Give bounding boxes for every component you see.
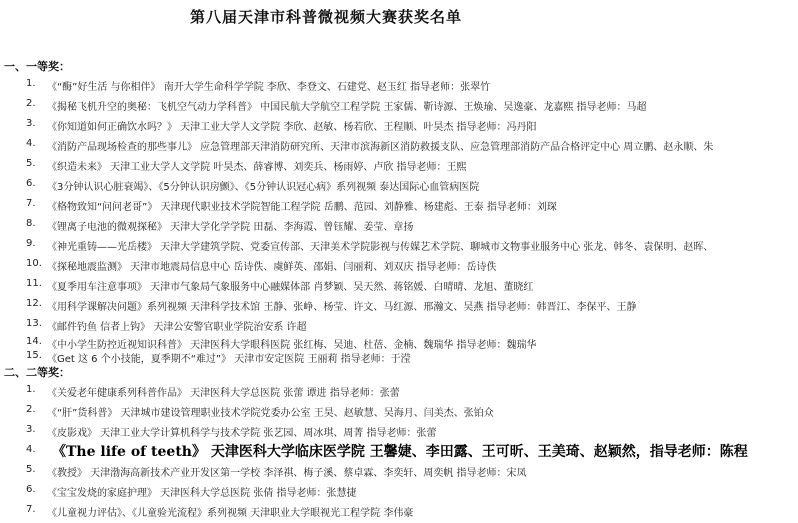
list-number: 1.: [26, 78, 36, 89]
list-number: 7.: [26, 198, 36, 209]
section-heading-second-prize: 二、二等奖：: [4, 366, 70, 379]
list-text: 《消防产品现场检查的那些事儿》 应急管理部天津消防研究所、天津市滨海新区消防救援支队、应急管理部消防产品合格评定中心 周立鹏、赵永顺、朱: [47, 142, 714, 153]
list-number: 14.: [26, 336, 42, 347]
list-number: 13.: [26, 318, 42, 329]
list-text: 《中小学生防控近视知识科普》 天津医科大学眼科医院 张红梅、吴迪、杜蓓、金楠、魏瑞华 指导老师：魏瑞华: [47, 340, 537, 351]
list-text: 《关爱老年健康系列科普作品》 天津医科大学总医院 张蕾 谭进 指导老师：张蕾: [47, 388, 400, 399]
list-number: 2.: [26, 404, 36, 415]
list-text: 《锂离子电池的微观探秘》 天津大学化学学院 田磊、李海霞、曾钰耀、姜莹、章扬: [47, 222, 414, 233]
list-text: 《用科学课解决问题》系列视频 天津科学技术馆 王静、张峥、杨莹、许文、马红源、邢瀚文、吴燕 指导老师：韩晋江、李保平、王静: [47, 302, 637, 313]
list-text: 《“肝”货科普》 天津城市建设管理职业技术学院党委办公室 王昊、赵敏慧、吴海月、闫美杰、张铂众: [47, 408, 494, 419]
list-text: 《The life of teeth》 天津医科大学临床医学院 王馨婕、李田露、王可昕、王美琦、赵颖然，指导老师：陈程: [52, 444, 748, 460]
list-number: 6.: [26, 484, 36, 495]
document-title: 第八届天津市科普微视频大赛获奖名单: [190, 8, 463, 26]
list-text: 《格物致知“问问老哥”》 天津现代职业技术学院智能工程学院 岳鹏、范园、刘静雅、杨建彪、王泰 指导老师：刘琛: [47, 202, 557, 213]
list-text: 《3分钟认识心脏衰竭》、《5分钟认识房颤》、《5分钟认识冠心病》系列视频 泰达国际心血管病医院: [47, 182, 480, 193]
list-text: 《Get 这 6 个小技能，夏季期不“难过”》 天津市安定医院 王丽莉 指导老师：于滢: [47, 354, 411, 365]
list-number: 15.: [26, 350, 42, 361]
list-text: 《神光重铸——光岳楼》 天津大学建筑学院、党委宣传部、天津美术学院影视与传媒艺术学院、聊城市文物事业服务中心 张龙、韩冬、袁保明、赵晖、: [47, 242, 714, 253]
list-number: 6.: [26, 178, 36, 189]
section-heading-first-prize: 一、一等奖：: [4, 60, 70, 73]
list-number: 3.: [26, 118, 36, 129]
list-number: 11.: [26, 278, 42, 289]
list-text: 《织造未来》 天津工业大学人文学院 叶昊杰、薛睿博、刘奕兵、杨雨婷、卢欣 指导老师：王熙: [47, 162, 467, 173]
list-text: 《教授》 天津渤海高新技术产业开发区第一学校 李泽祺、梅子溪、蔡卓霖、李奕轩、周奕帆 指导老师：宋凤: [47, 468, 527, 479]
list-number: 3.: [26, 424, 36, 435]
list-number: 1.: [26, 384, 36, 395]
list-number: 12.: [26, 298, 42, 309]
list-text: 《儿童视力评估》、《儿童验光流程》系列视频 天津职业大学眼视光工程学院 李伟豪: [47, 508, 414, 519]
list-number: 7.: [26, 504, 36, 515]
list-number: 8.: [26, 218, 36, 229]
list-text: 《揭秘飞机升空的奥秘：飞机空气动力学科普》 中国民航大学航空工程学院 王家儒、靳诗源、王焕瑜、吴逸豪、龙嘉熙 指导老师：马超: [47, 102, 647, 113]
list-text: 《皮影戏》 天津工业大学计算机科学与技术学院 张艺园、周冰琪、周菁 指导老师：张蕾: [47, 428, 437, 439]
list-number: 10.: [26, 258, 42, 269]
list-text: 《探秘地震监测》 天津市地震局信息中心 岳诗佚、虞鲜英、邵娟、闫丽莉、刘双庆 指导老师：岳诗佚: [47, 262, 497, 273]
list-number: 2.: [26, 98, 36, 109]
list-text: 《夏季用车注意事项》 天津市气象局气象服务中心融媒体部 肖梦颖、吴天然、蒋铭媛、白晴晴、龙旭、董晓红: [47, 282, 534, 293]
list-text: 《宝宝发烧的家庭护理》 天津医科大学总医院 张倩 指导老师：张慧捷: [47, 488, 357, 499]
list-number: 5.: [26, 158, 36, 169]
list-text: 《“酶”好生活 与你相伴》 南开大学生命科学学院 李欣、李登文、石建党、赵玉红 指导老师：张翠竹: [47, 82, 491, 93]
list-number: 4.: [26, 444, 36, 455]
list-number: 5.: [26, 464, 36, 475]
list-text: 《你知道如何正确饮水吗？》 天津工业大学人文学院 李欣、赵敏、杨若欣、王程顺、叶昊杰 指导老师：冯丹阳: [47, 122, 537, 133]
list-text: 《邮件钓鱼 信者上钩》 天津公安警官职业学院治安系 许超: [47, 322, 307, 333]
list-number: 9.: [26, 238, 36, 249]
list-number: 4.: [26, 138, 36, 149]
